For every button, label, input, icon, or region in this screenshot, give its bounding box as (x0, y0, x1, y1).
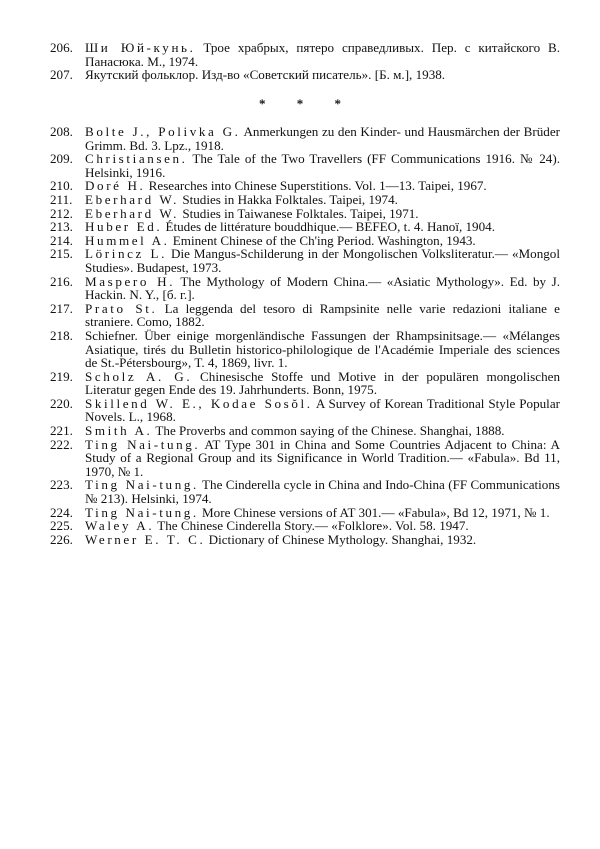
entry-number: 209. (50, 151, 73, 167)
entry-author: Ting Nai-tung. (85, 436, 201, 452)
entry-citation: More Chinese versions of AT 301.— «Fabula», Bd 12, 1971, № 1. (198, 504, 550, 520)
entry-author: Werner E. T. C. (85, 531, 206, 547)
entry-number: 224. (50, 504, 73, 520)
entry-citation: The Chinese Cinderella Story.— «Folklore». Vol. 58. 1947. (154, 518, 469, 534)
entry-citation: La leggenda del tesoro di Rampsinite nelle varie redazioni italiane e straniere. Como, 1882. (85, 300, 560, 330)
entry-number: 223. (50, 477, 73, 493)
entry-citation: Researches into Chinese Superstitions. Vol. 1—13. Taipei, 1967. (145, 178, 487, 194)
entry-citation: Якутский фольклор. Изд-во «Советский писатель». [Б. м.], 1938. (85, 67, 446, 83)
bibliography-entry (50, 302, 560, 329)
entry-text (85, 438, 560, 479)
entry-text (85, 397, 560, 424)
entry-text (85, 519, 560, 533)
bibliography-entry (50, 68, 560, 82)
entry-number: 210. (50, 178, 73, 194)
entry-citation: The Tale of the Two Travellers (FF Communications 1916. № 24). Helsinki, 1916. (85, 151, 560, 180)
entry-citation: The Mythology of Modern China.— «Asiatic Mythology». Ed. by J. Hackin. N. Y., [б. г.]. (85, 273, 560, 303)
entry-author: Skillend W. E., Kodae Sosŏl. (85, 395, 313, 411)
entry-author: Ши Юй-кунь. (85, 40, 196, 55)
bibliography-list-russian (50, 41, 560, 82)
bibliography-entry (50, 519, 560, 533)
entry-number: 216. (50, 273, 73, 289)
entry-text (85, 220, 560, 234)
entry-text (85, 329, 560, 370)
bibliography-entry (50, 193, 560, 207)
entry-number: 211. (50, 191, 73, 207)
bibliography-entry (50, 478, 560, 505)
entry-citation: Dictionary of Chinese Mythology. Shanghai, 1932. (205, 531, 477, 547)
entry-text (85, 424, 560, 438)
entry-author: Huber Ed. (85, 219, 163, 235)
entry-text (85, 179, 560, 193)
bibliography-entry (50, 424, 560, 438)
entry-citation: The Proverbs and common saying of the Chinese. Shanghai, 1888. (152, 423, 505, 439)
entry-citation: AT Type 301 in China and Some Countries Adjacent to China: A Study of a Regional Group and its Significance in World Tradition.— «Fabula». Bd 11, 1970, № 1. (85, 436, 560, 479)
entry-citation: Трое храбрых, пятеро справедливых. Пер. с китайского В. Панасюка. М., 1974. (85, 40, 560, 69)
bibliography-entry (50, 397, 560, 424)
entry-author: Smith A. (85, 423, 153, 439)
entry-number: 206. (50, 40, 73, 55)
entry-text (85, 68, 560, 82)
entry-citation: Schiefner. Über einige morgenländische Fassungen der Rhampsinitsage.— «Mélanges Asiatique, tirés du Bulletin historico-philologique de l'Académie Imperiale des sciences de St.-Pétersbourg», T. 4, 1869, livr. 1. (85, 327, 560, 371)
bibliography-entry (50, 41, 560, 68)
entry-author: Waley A. (85, 518, 155, 534)
entry-number: 218. (50, 327, 73, 343)
entry-number: 212. (50, 205, 73, 221)
entry-text (85, 193, 560, 207)
entry-number: 219. (50, 368, 73, 384)
entry-citation: A Survey of Korean Traditional Style Popular Novels. L., 1968. (85, 395, 560, 425)
entry-number: 220. (50, 395, 73, 411)
entry-author: Christiansen. (85, 151, 188, 167)
bibliography-entry (50, 125, 560, 152)
bibliography-entry (50, 533, 560, 547)
entry-number: 217. (50, 300, 73, 316)
entry-number: 214. (50, 232, 73, 248)
entry-citation: Eminent Chinese of the Ch'ing Period. Washington, 1943. (169, 232, 476, 248)
bibliography-entry (50, 247, 560, 274)
entry-number: 222. (50, 436, 73, 452)
entry-text (85, 207, 560, 221)
entry-citation: The Cinderella cycle in China and Indo-China (FF Communications № 213). Helsinki, 1974. (85, 477, 560, 507)
entry-text (85, 533, 560, 547)
entry-text (85, 125, 560, 152)
entry-citation: Studies in Hakka Folktales. Taipei, 1974. (179, 191, 398, 207)
entry-number: 208. (50, 124, 73, 139)
entry-citation: Studies in Taiwanese Folktales. Taipei, 1971. (179, 205, 419, 221)
entry-author: Bolte J., Polivka G. (85, 124, 241, 139)
entry-number: 226. (50, 531, 73, 547)
entry-text (85, 478, 560, 505)
entry-citation: Chinesische Stoffe und Motive in der populären mongolischen Literatur gegen Ende des 19. Jahrhunderts. Bonn, 1975. (85, 368, 560, 398)
entry-text (85, 370, 560, 397)
entry-text (85, 41, 560, 68)
entry-number: 215. (50, 246, 73, 262)
entry-number: 225. (50, 518, 73, 534)
bibliography-entry (50, 220, 560, 234)
bibliography-entry (50, 152, 560, 179)
entry-citation: Anmerkungen zu den Kinder- und Hausmärchen der Brüder Grimm. Bd. 3. Lpz., 1918. (85, 124, 560, 153)
entry-citation: Die Mangus-Schilderung in der Mongolischen Volksliteratur.— «Mongol Studies». Budapest, 1973. (85, 246, 560, 275)
entry-author: Maspero H. (85, 273, 176, 289)
section-separator: * * * (259, 96, 355, 111)
entry-text (85, 506, 560, 520)
bibliography-entry (50, 179, 560, 193)
bibliography-entry (50, 234, 560, 248)
entry-text (85, 275, 560, 302)
bibliography-entry (50, 329, 560, 370)
bibliography-entry (50, 438, 560, 479)
bibliography-entry (50, 275, 560, 302)
entry-author: Lörincz L. (85, 246, 167, 262)
entry-text (85, 152, 560, 179)
entry-text (85, 247, 560, 274)
entry-text (85, 234, 560, 248)
entry-number: 207. (50, 67, 73, 83)
entry-citation: Études de littérature bouddhique.— BEFEO, t. 4. Hanoï, 1904. (162, 219, 495, 235)
entry-author: Eberhard W. (85, 191, 180, 207)
bibliography-entry (50, 370, 560, 397)
entry-author: Scholz A. G. (85, 368, 193, 384)
entry-text (85, 302, 560, 329)
entry-number: 213. (50, 219, 73, 235)
entry-author: Hummel A. (85, 232, 170, 248)
entry-number: 221. (50, 423, 73, 439)
entry-author: Eberhard W. (85, 205, 180, 221)
bibliography-entry (50, 506, 560, 520)
bibliography-list-foreign (50, 125, 560, 546)
entry-author: Doré H. (85, 178, 146, 194)
bibliography-entry (50, 207, 560, 221)
entry-author: Prato St. (85, 300, 158, 316)
entry-author: Ting Nai-tung. (85, 504, 199, 520)
entry-author: Ting Nai-tung. (85, 477, 199, 493)
